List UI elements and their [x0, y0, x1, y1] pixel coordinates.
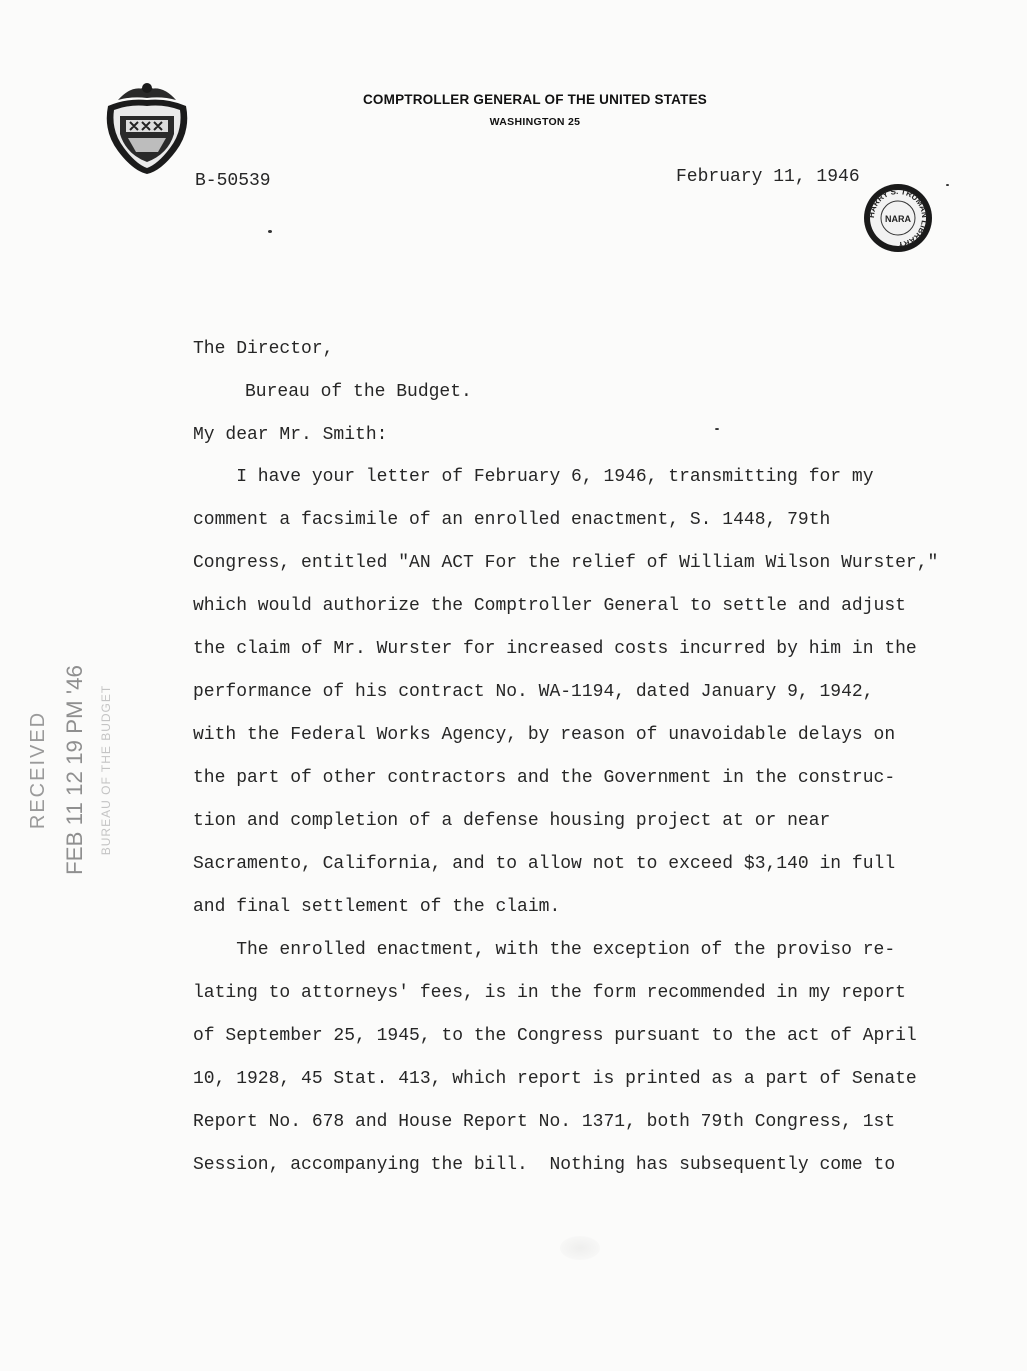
body-line: 10, 1928, 45 Stat. 413, which report is printed as a part of Senate [193, 1069, 917, 1089]
body-line: of September 25, 1945, to the Congress pursuant to the act of April [193, 1026, 917, 1046]
ink-speck [946, 184, 949, 186]
addressee-title: The Director, [193, 339, 334, 359]
body-line: Sacramento, California, and to allow not to exceed $3,140 in full [193, 854, 896, 874]
received-stamp-line3: BUREAU OF THE BUDGET [99, 684, 113, 856]
archive-stamp-center: NARA [885, 214, 911, 224]
body-line: comment a facsimile of an enrolled enactment, S. 1448, 79th [193, 510, 831, 530]
body-line: lating to attorneys' fees, is in the form recommended in my report [193, 983, 906, 1003]
received-stamp-line2: FEB 11 12 19 PM '46 [62, 668, 87, 875]
received-stamp [27, 660, 178, 880]
archive-stamp-icon [862, 182, 934, 254]
letter-date: February 11, 1946 [676, 167, 860, 187]
body-line: which would authorize the Comptroller General to settle and adjust [193, 596, 906, 616]
body-line: the part of other contractors and the Government in the construc- [193, 768, 896, 788]
body-line: Session, accompanying the bill. Nothing has subsequently come to [193, 1155, 896, 1175]
salutation: My dear Mr. Smith: [193, 425, 388, 445]
body-line: I have your letter of February 6, 1946, transmitting for my [193, 467, 874, 487]
body-line: Congress, entitled "AN ACT For the relief of William Wilson Wurster," [193, 553, 939, 573]
letterhead-title: COMPTROLLER GENERAL OF THE UNITED STATES [362, 92, 707, 107]
gao-seal-icon [98, 76, 196, 176]
body-line: the claim of Mr. Wurster for increased costs incurred by him in the [193, 639, 917, 659]
ink-speck [715, 428, 719, 430]
addressee-bureau: Bureau of the Budget. [245, 382, 472, 402]
body-line: The enrolled enactment, with the exception of the proviso re- [193, 940, 896, 960]
body-line: Report No. 678 and House Report No. 1371, both 79th Congress, 1st [193, 1112, 896, 1132]
archive-stamp-text: HARRY S. TRUMAN LIBRARY [866, 186, 930, 250]
letterhead-subtitle: WASHINGTON 25 [489, 116, 581, 128]
body-line: performance of his contract No. WA-1194, dated January 9, 1942, [193, 682, 874, 702]
body-line: tion and completion of a defense housing project at or near [193, 811, 831, 831]
received-stamp-line1: RECEIVED [27, 710, 49, 830]
body-line: and final settlement of the claim. [193, 897, 561, 917]
paper-smudge [560, 1236, 600, 1260]
file-number: B-50539 [195, 171, 271, 191]
body-line: with the Federal Works Agency, by reason of unavoidable delays on [193, 725, 896, 745]
ink-speck [268, 230, 272, 233]
